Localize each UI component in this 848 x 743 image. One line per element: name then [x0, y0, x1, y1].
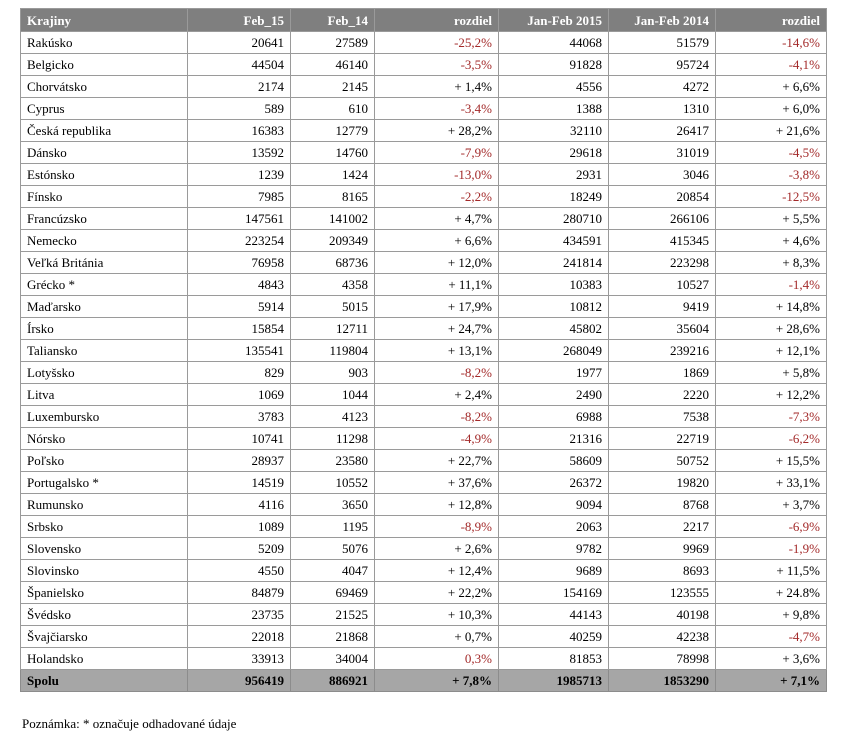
country-cell: Nemecko [21, 230, 188, 252]
value-cell: 12711 [291, 318, 375, 340]
total-cell: + 7,1% [716, 670, 827, 692]
table-row [21, 428, 827, 450]
value-cell: 4116 [188, 494, 291, 516]
value-cell: -1,4% [716, 274, 827, 296]
table-row [21, 604, 827, 626]
value-cell: 23580 [291, 450, 375, 472]
value-cell: + 10,3% [375, 604, 499, 626]
value-cell: 22018 [188, 626, 291, 648]
value-cell: 415345 [609, 230, 716, 252]
value-cell: + 3,7% [716, 494, 827, 516]
value-cell: + 12,8% [375, 494, 499, 516]
country-cell: Česká republika [21, 120, 188, 142]
country-cell: Veľká Británia [21, 252, 188, 274]
value-cell: 50752 [609, 450, 716, 472]
value-cell: 27589 [291, 32, 375, 54]
table-row [21, 560, 827, 582]
value-cell: 1089 [188, 516, 291, 538]
country-cell: Dánsko [21, 142, 188, 164]
table-row [21, 274, 827, 296]
value-cell: 76958 [188, 252, 291, 274]
value-cell: + 15,5% [716, 450, 827, 472]
value-cell: -4,5% [716, 142, 827, 164]
value-cell: + 5,8% [716, 362, 827, 384]
value-cell: 3046 [609, 164, 716, 186]
value-cell: 23735 [188, 604, 291, 626]
value-cell: 9419 [609, 296, 716, 318]
value-cell: -4,1% [716, 54, 827, 76]
value-cell: 21316 [499, 428, 609, 450]
value-cell: 12779 [291, 120, 375, 142]
value-cell: 209349 [291, 230, 375, 252]
country-cell: Belgicko [21, 54, 188, 76]
table-row [21, 516, 827, 538]
total-cell: 886921 [291, 670, 375, 692]
value-cell: 8165 [291, 186, 375, 208]
value-cell: 68736 [291, 252, 375, 274]
value-cell: 2220 [609, 384, 716, 406]
table-row [21, 98, 827, 120]
value-cell: -2,2% [375, 186, 499, 208]
value-cell: + 22,7% [375, 450, 499, 472]
value-cell: 4550 [188, 560, 291, 582]
value-cell: 1869 [609, 362, 716, 384]
value-cell: 51579 [609, 32, 716, 54]
value-cell: 40259 [499, 626, 609, 648]
value-cell: -1,9% [716, 538, 827, 560]
table-row [21, 76, 827, 98]
header-diff-feb: rozdiel [375, 9, 499, 32]
value-cell: + 21,6% [716, 120, 827, 142]
value-cell: + 4,7% [375, 208, 499, 230]
footnote: Poznámka: * označuje odhadované údaje [22, 716, 237, 731]
country-cell: Srbsko [21, 516, 188, 538]
value-cell: 8693 [609, 560, 716, 582]
value-cell: 44068 [499, 32, 609, 54]
value-cell: 10527 [609, 274, 716, 296]
table-row [21, 120, 827, 142]
value-cell: 135541 [188, 340, 291, 362]
value-cell: 1977 [499, 362, 609, 384]
value-cell: + 13,1% [375, 340, 499, 362]
table-row [21, 626, 827, 648]
value-cell: + 28,2% [375, 120, 499, 142]
country-cell: Estónsko [21, 164, 188, 186]
value-cell: 2217 [609, 516, 716, 538]
value-cell: 4272 [609, 76, 716, 98]
value-cell: -3,4% [375, 98, 499, 120]
total-row [21, 670, 827, 692]
value-cell: + 37,6% [375, 472, 499, 494]
value-cell: -7,3% [716, 406, 827, 428]
value-cell: 4556 [499, 76, 609, 98]
value-cell: 2063 [499, 516, 609, 538]
table-row [21, 538, 827, 560]
value-cell: + 8,3% [716, 252, 827, 274]
value-cell: 42238 [609, 626, 716, 648]
header-jan-feb-2015: Jan-Feb 2015 [499, 9, 609, 32]
value-cell: + 2,4% [375, 384, 499, 406]
value-cell: 58609 [499, 450, 609, 472]
value-cell: -8,9% [375, 516, 499, 538]
value-cell: + 12,4% [375, 560, 499, 582]
value-cell: 141002 [291, 208, 375, 230]
value-cell: + 33,1% [716, 472, 827, 494]
value-cell: 610 [291, 98, 375, 120]
table-row [21, 318, 827, 340]
value-cell: 26372 [499, 472, 609, 494]
value-cell: 5914 [188, 296, 291, 318]
country-cell: Slovinsko [21, 560, 188, 582]
table-row [21, 164, 827, 186]
value-cell: 26417 [609, 120, 716, 142]
value-cell: 16383 [188, 120, 291, 142]
value-cell: + 28,6% [716, 318, 827, 340]
value-cell: -3,8% [716, 164, 827, 186]
value-cell: 280710 [499, 208, 609, 230]
value-cell: 3783 [188, 406, 291, 428]
value-cell: 223254 [188, 230, 291, 252]
value-cell: 9969 [609, 538, 716, 560]
country-cell: Holandsko [21, 648, 188, 670]
value-cell: 829 [188, 362, 291, 384]
table-row [21, 230, 827, 252]
table-row [21, 450, 827, 472]
value-cell: + 0,7% [375, 626, 499, 648]
value-cell: 8768 [609, 494, 716, 516]
value-cell: 2145 [291, 76, 375, 98]
value-cell: 18249 [499, 186, 609, 208]
value-cell: 84879 [188, 582, 291, 604]
value-cell: -4,7% [716, 626, 827, 648]
value-cell: + 24,7% [375, 318, 499, 340]
value-cell: 5209 [188, 538, 291, 560]
value-cell: 5015 [291, 296, 375, 318]
country-cell: Poľsko [21, 450, 188, 472]
table-row [21, 340, 827, 362]
table-row [21, 472, 827, 494]
value-cell: + 9,8% [716, 604, 827, 626]
country-cell: Grécko * [21, 274, 188, 296]
country-cell: Chorvátsko [21, 76, 188, 98]
value-cell: 268049 [499, 340, 609, 362]
total-cell: 1985713 [499, 670, 609, 692]
value-cell: 903 [291, 362, 375, 384]
value-cell: + 6,0% [716, 98, 827, 120]
value-cell: + 5,5% [716, 208, 827, 230]
table-row [21, 582, 827, 604]
table-row [21, 252, 827, 274]
value-cell: + 22,2% [375, 582, 499, 604]
value-cell: 7538 [609, 406, 716, 428]
value-cell: 9689 [499, 560, 609, 582]
table-row [21, 384, 827, 406]
value-cell: 21868 [291, 626, 375, 648]
table-row [21, 362, 827, 384]
total-label: Spolu [21, 670, 188, 692]
table-row [21, 648, 827, 670]
header-jan-feb-2014: Jan-Feb 2014 [609, 9, 716, 32]
value-cell: + 11,5% [716, 560, 827, 582]
value-cell: 28937 [188, 450, 291, 472]
value-cell: 1388 [499, 98, 609, 120]
value-cell: 19820 [609, 472, 716, 494]
value-cell: 10812 [499, 296, 609, 318]
country-cell: Portugalsko * [21, 472, 188, 494]
header-country: Krajiny [21, 9, 188, 32]
value-cell: 154169 [499, 582, 609, 604]
table-row [21, 142, 827, 164]
value-cell: 2490 [499, 384, 609, 406]
header-feb-14: Feb_14 [291, 9, 375, 32]
value-cell: 44143 [499, 604, 609, 626]
value-cell: 7985 [188, 186, 291, 208]
value-cell: 223298 [609, 252, 716, 274]
value-cell: 21525 [291, 604, 375, 626]
value-cell: 33913 [188, 648, 291, 670]
value-cell: 1424 [291, 164, 375, 186]
value-cell: 40198 [609, 604, 716, 626]
value-cell: 15854 [188, 318, 291, 340]
value-cell: 10552 [291, 472, 375, 494]
value-cell: 119804 [291, 340, 375, 362]
value-cell: -3,5% [375, 54, 499, 76]
country-cell: Cyprus [21, 98, 188, 120]
country-cell: Maďarsko [21, 296, 188, 318]
value-cell: -6,2% [716, 428, 827, 450]
value-cell: 4843 [188, 274, 291, 296]
table-body [21, 32, 827, 670]
value-cell: + 17,9% [375, 296, 499, 318]
country-cell: Slovensko [21, 538, 188, 560]
value-cell: 20641 [188, 32, 291, 54]
value-cell: + 12,2% [716, 384, 827, 406]
value-cell: 241814 [499, 252, 609, 274]
table-row [21, 208, 827, 230]
value-cell: 147561 [188, 208, 291, 230]
value-cell: + 3,6% [716, 648, 827, 670]
country-cell: Luxembursko [21, 406, 188, 428]
value-cell: 46140 [291, 54, 375, 76]
country-cell: Švédsko [21, 604, 188, 626]
table-row [21, 32, 827, 54]
value-cell: 69469 [291, 582, 375, 604]
table-row [21, 494, 827, 516]
country-cell: Lotyšsko [21, 362, 188, 384]
country-cell: Španielsko [21, 582, 188, 604]
value-cell: 5076 [291, 538, 375, 560]
value-cell: -6,9% [716, 516, 827, 538]
value-cell: -8,2% [375, 362, 499, 384]
table-row [21, 296, 827, 318]
country-cell: Fínsko [21, 186, 188, 208]
value-cell: 2931 [499, 164, 609, 186]
value-cell: 9094 [499, 494, 609, 516]
value-cell: -25,2% [375, 32, 499, 54]
value-cell: + 1,4% [375, 76, 499, 98]
value-cell: 3650 [291, 494, 375, 516]
value-cell: 4047 [291, 560, 375, 582]
value-cell: 34004 [291, 648, 375, 670]
value-cell: -14,6% [716, 32, 827, 54]
value-cell: 10741 [188, 428, 291, 450]
value-cell: 1239 [188, 164, 291, 186]
value-cell: + 4,6% [716, 230, 827, 252]
total-cell: 956419 [188, 670, 291, 692]
value-cell: 1310 [609, 98, 716, 120]
value-cell: 44504 [188, 54, 291, 76]
value-cell: 9782 [499, 538, 609, 560]
table-row [21, 406, 827, 428]
value-cell: 35604 [609, 318, 716, 340]
value-cell: 4358 [291, 274, 375, 296]
value-cell: 22719 [609, 428, 716, 450]
statistics-table [20, 8, 827, 692]
value-cell: 95724 [609, 54, 716, 76]
value-cell: + 11,1% [375, 274, 499, 296]
table-row [21, 186, 827, 208]
value-cell: -13,0% [375, 164, 499, 186]
country-cell: Írsko [21, 318, 188, 340]
total-cell: 1853290 [609, 670, 716, 692]
value-cell: 32110 [499, 120, 609, 142]
value-cell: 13592 [188, 142, 291, 164]
value-cell: -4,9% [375, 428, 499, 450]
country-cell: Nórsko [21, 428, 188, 450]
value-cell: 10383 [499, 274, 609, 296]
value-cell: 123555 [609, 582, 716, 604]
value-cell: 14519 [188, 472, 291, 494]
value-cell: 1069 [188, 384, 291, 406]
country-cell: Rumunsko [21, 494, 188, 516]
value-cell: 434591 [499, 230, 609, 252]
header-diff-jan-feb: rozdiel [716, 9, 827, 32]
value-cell: 45802 [499, 318, 609, 340]
value-cell: 239216 [609, 340, 716, 362]
value-cell: + 24.8% [716, 582, 827, 604]
value-cell: -8,2% [375, 406, 499, 428]
value-cell: 31019 [609, 142, 716, 164]
value-cell: + 12,0% [375, 252, 499, 274]
value-cell: 1195 [291, 516, 375, 538]
country-cell: Rakúsko [21, 32, 188, 54]
value-cell: 0,3% [375, 648, 499, 670]
value-cell: 91828 [499, 54, 609, 76]
value-cell: 4123 [291, 406, 375, 428]
value-cell: 589 [188, 98, 291, 120]
value-cell: 78998 [609, 648, 716, 670]
total-cell: + 7,8% [375, 670, 499, 692]
value-cell: 2174 [188, 76, 291, 98]
value-cell: + 6,6% [716, 76, 827, 98]
value-cell: + 12,1% [716, 340, 827, 362]
country-cell: Švajčiarsko [21, 626, 188, 648]
value-cell: + 14,8% [716, 296, 827, 318]
table-row [21, 54, 827, 76]
country-cell: Taliansko [21, 340, 188, 362]
value-cell: 6988 [499, 406, 609, 428]
value-cell: + 6,6% [375, 230, 499, 252]
header-feb-15: Feb_15 [188, 9, 291, 32]
value-cell: 11298 [291, 428, 375, 450]
value-cell: + 2,6% [375, 538, 499, 560]
header-row [21, 9, 827, 32]
value-cell: 266106 [609, 208, 716, 230]
value-cell: 29618 [499, 142, 609, 164]
value-cell: 1044 [291, 384, 375, 406]
value-cell: -12,5% [716, 186, 827, 208]
country-cell: Francúzsko [21, 208, 188, 230]
value-cell: 81853 [499, 648, 609, 670]
value-cell: 14760 [291, 142, 375, 164]
value-cell: -7,9% [375, 142, 499, 164]
country-cell: Litva [21, 384, 188, 406]
value-cell: 20854 [609, 186, 716, 208]
